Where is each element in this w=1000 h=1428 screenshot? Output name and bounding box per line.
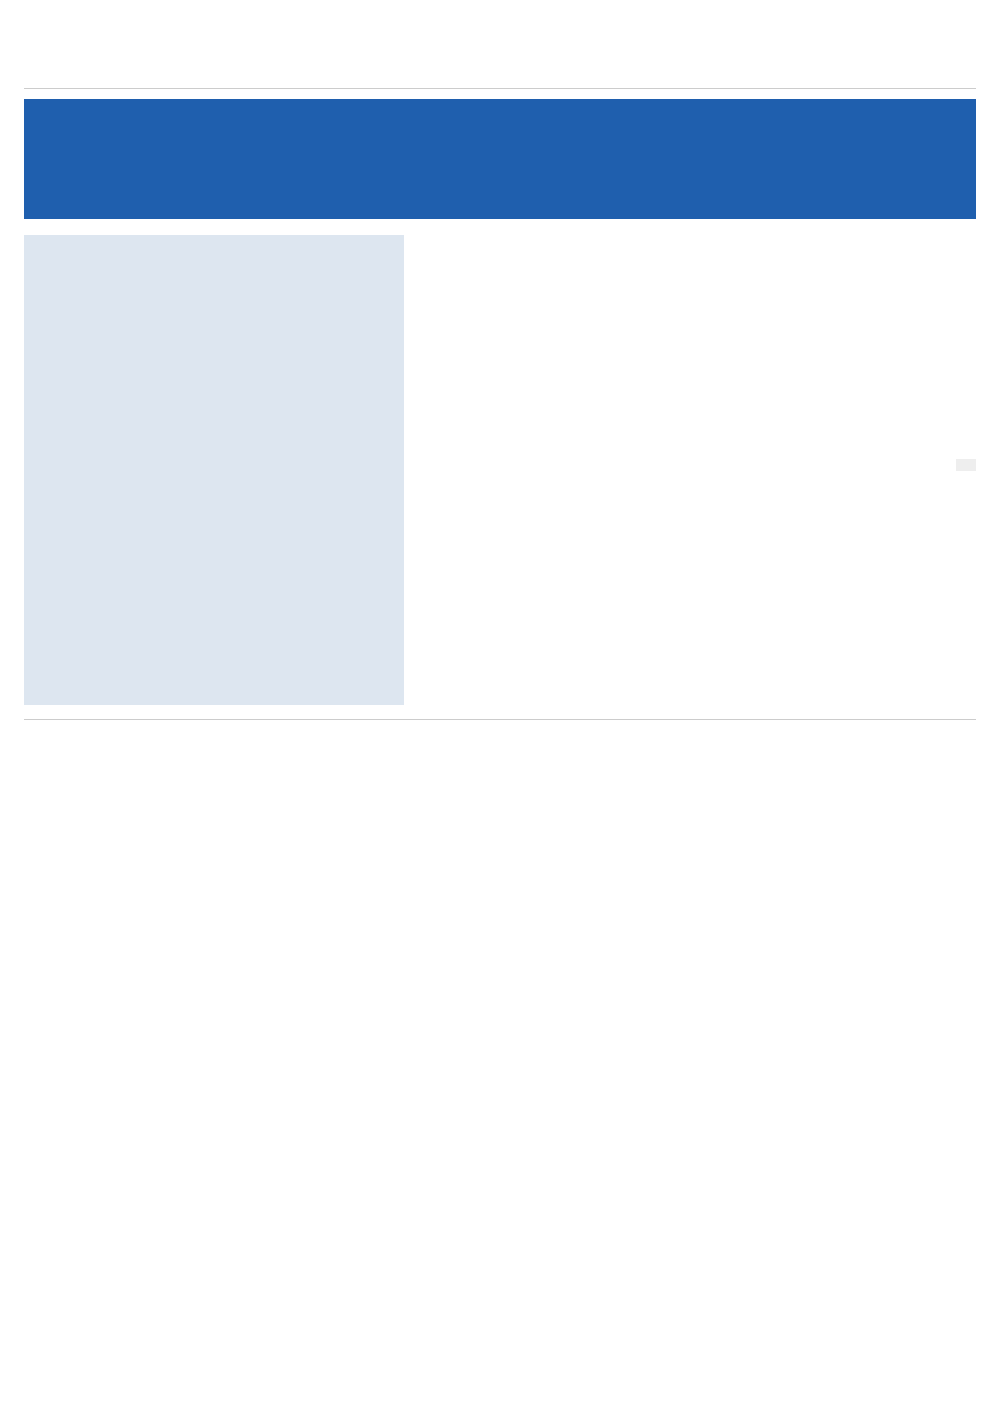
top-teasers [24, 20, 976, 89]
hero-section [24, 235, 976, 705]
masthead [24, 99, 976, 219]
hero-photo [24, 235, 404, 705]
article-columns [24, 744, 976, 1304]
headline-kicker [956, 459, 976, 471]
headline-block [420, 235, 976, 705]
lead-paragraph [24, 719, 976, 730]
